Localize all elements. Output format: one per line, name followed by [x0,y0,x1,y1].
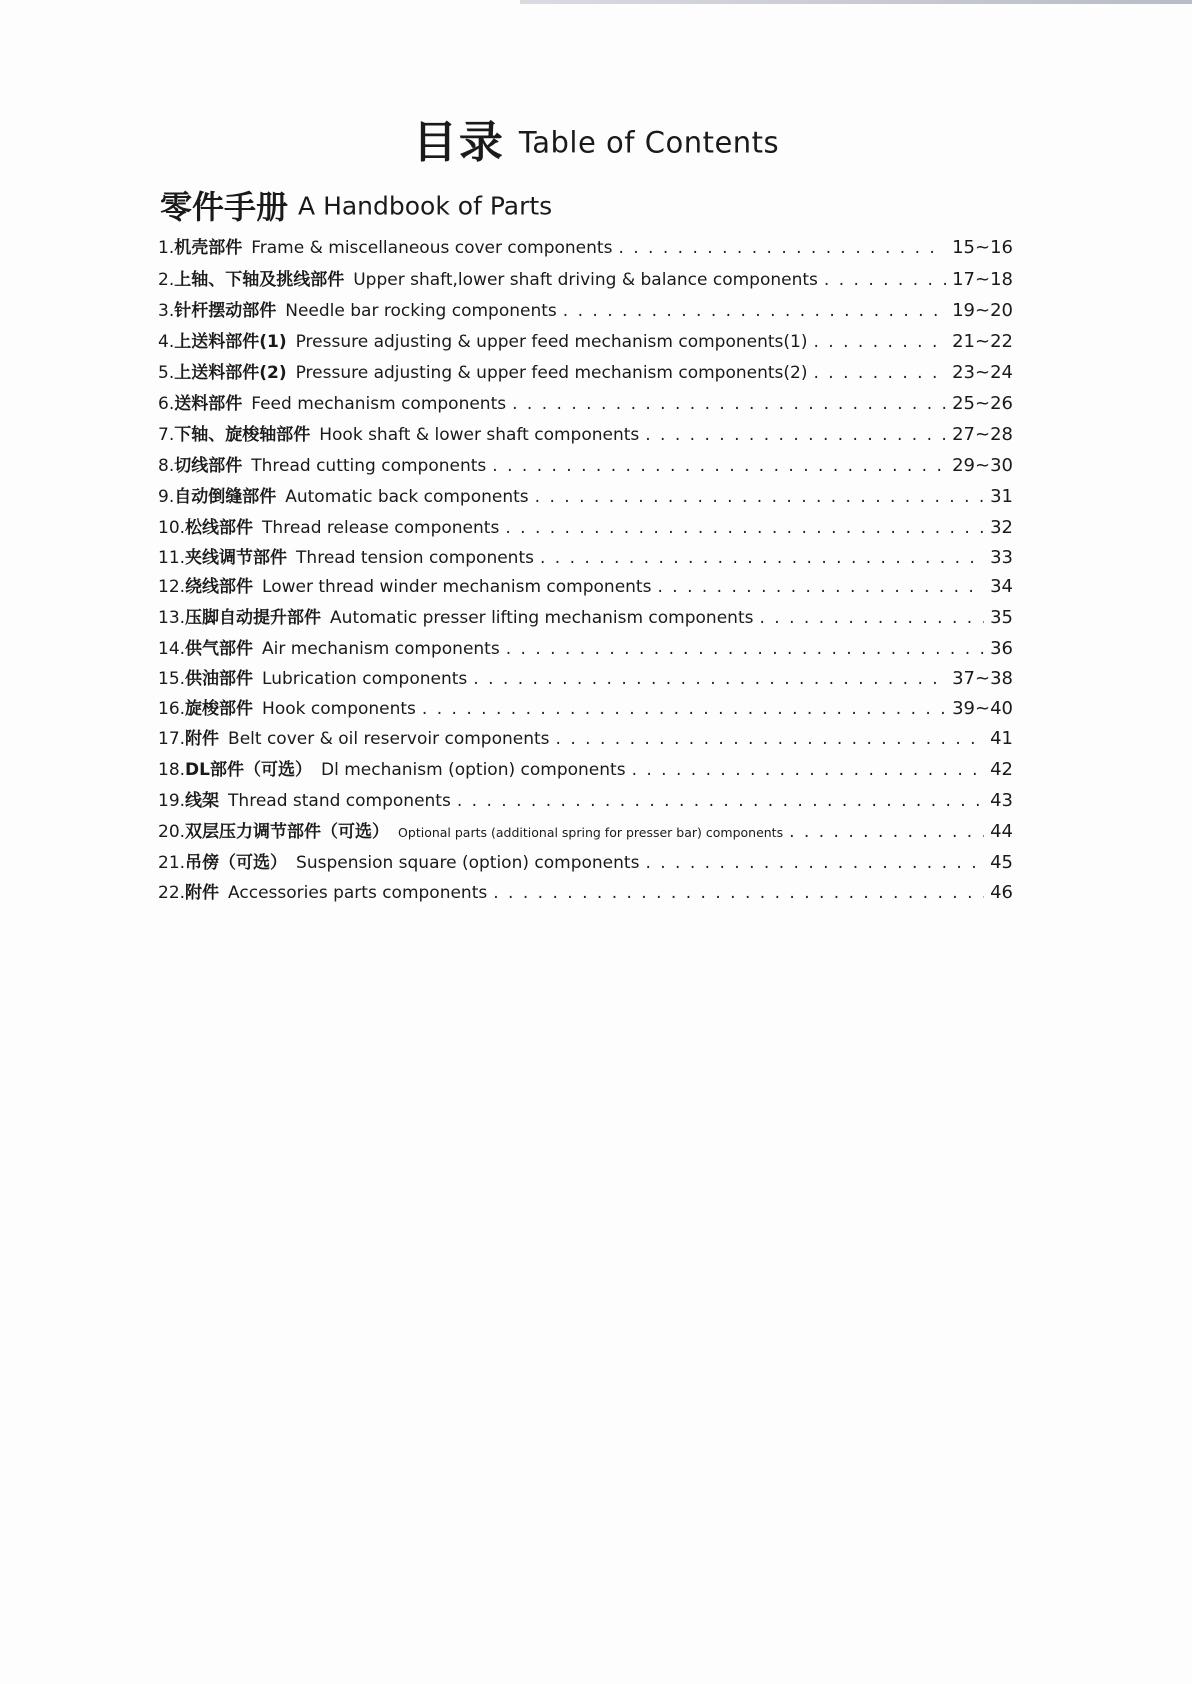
toc-entry-number: 12. [158,577,186,597]
dot-leader [505,513,984,543]
page-title-en: Table of Contents [518,125,780,160]
toc-entry[interactable] [158,755,1013,785]
toc-entry-title-zh: 机壳部件 [174,238,243,258]
toc-entry-number: 17. [158,729,186,749]
section-heading-zh: 零件手册 [160,187,289,226]
page-title [0,112,1192,173]
toc-entry[interactable] [158,544,1013,572]
toc-entry[interactable] [158,296,1013,326]
toc-entry-page: 29~30 [952,455,1013,476]
toc-entry-title-zh: 附件 [185,883,220,903]
toc-entry-number: 5. [158,363,175,383]
toc-entry-page: 25~26 [952,393,1013,414]
toc-entry-page: 23~24 [952,362,1013,383]
toc-entry-number: 15. [158,669,186,689]
toc-entry-title-en: Belt cover & oil reservoir components [228,729,550,749]
dot-leader [535,482,984,512]
toc-entry[interactable] [158,327,1013,357]
toc-entry-number: 14. [158,639,186,659]
toc-entry-page: 37~38 [952,668,1013,689]
toc-entry-title-zh: 上轴、下轴及挑线部件 [174,270,345,290]
toc-entry-number: 18. [158,760,186,780]
toc-entry-title-en: Dl mechanism (option) components [321,760,626,780]
toc-entry[interactable] [158,664,1013,694]
toc-entry-title-zh: 上送料部件(1) [174,332,287,352]
dot-leader [457,786,984,816]
section-heading-en: A Handbook of Parts [298,191,553,221]
dot-leader [824,265,946,295]
toc-entry-title-en: Hook shaft & lower shaft components [319,425,640,445]
toc-entry-page: 32 [990,517,1013,538]
toc-entry[interactable] [158,513,1013,543]
toc-entry-page: 33 [990,547,1013,568]
toc-entry-number: 3. [158,301,175,321]
dot-leader [657,572,984,602]
toc-entry[interactable] [158,817,1013,847]
toc-entry-title-zh: 供油部件 [185,669,254,689]
toc-entry-number: 11. [158,548,186,568]
toc-entry[interactable] [158,603,1013,633]
toc-entry-title-en: Pressure adjusting & upper feed mechanism components(1) [295,332,808,352]
dot-leader [813,327,946,357]
toc-entry-title-en: Air mechanism components [262,639,500,659]
toc-entry-title-zh: 附件 [185,729,220,749]
toc-entry[interactable] [158,482,1013,512]
dot-leader [556,724,985,754]
toc-entry-title-en: Optional parts (additional spring for presser bar) components [398,825,784,840]
toc-entry-page: 19~20 [952,300,1013,321]
toc-entry[interactable] [158,878,1013,908]
toc-entry-number: 13. [158,608,186,628]
toc-entry-title-en: Lubrication components [262,669,468,689]
toc-entry-title-en: Thread stand components [228,791,451,811]
toc-entry-title-en: Accessories parts components [228,883,488,903]
toc-entry-title-en: Suspension square (option) components [296,853,640,873]
toc-entry-page: 46 [990,882,1013,903]
toc-entry[interactable] [158,848,1013,878]
toc-entry-number: 20. [158,822,186,842]
dot-leader [422,694,946,724]
toc-entry[interactable] [158,634,1013,664]
toc-entry-title-en: Upper shaft,lower shaft driving & balance components [353,270,818,290]
dot-leader [512,389,946,419]
toc-entry-page: 31 [990,486,1013,507]
toc-entry-number: 22. [158,883,186,903]
dot-leader [473,664,946,694]
toc-entry-number: 16. [158,699,186,719]
top-edge-rule [520,0,1192,4]
dot-leader [493,878,984,908]
toc-entry-page: 45 [990,852,1013,873]
dot-leader [506,634,984,664]
toc-entry-title-en: Automatic back components [285,487,529,507]
toc-entry-number: 7. [158,425,175,445]
page-title-zh: 目录 [412,116,505,168]
toc-entry-page: 35 [990,607,1013,628]
toc-entry-title-en: Lower thread winder mechanism components [262,577,652,597]
toc-entry-number: 9. [158,487,175,507]
toc-entry[interactable] [158,451,1013,481]
toc-entry-title-en: Feed mechanism components [251,394,507,414]
toc-entry[interactable] [158,786,1013,816]
toc-entry-title-en: Pressure adjusting & upper feed mechanism components(2) [295,363,808,383]
toc-entry-title-zh: 吊傍（可选） [185,853,288,873]
toc-entry-title-zh: 上送料部件(2) [174,363,287,383]
dot-leader [813,358,946,388]
toc-entry-number: 21. [158,853,186,873]
toc-entry-number: 1. [158,238,175,258]
toc-entry[interactable] [158,572,1013,602]
toc-entry-title-zh: 双层压力调节部件（可选） [185,822,390,842]
toc-entry-page: 43 [990,790,1013,811]
toc-entry-page: 39~40 [952,698,1013,719]
toc-entry[interactable] [158,233,1013,263]
toc-entry[interactable] [158,420,1013,450]
toc-entry-page: 42 [990,759,1013,780]
toc-entry-page: 34 [990,576,1013,597]
toc-entry-title-en: Automatic presser lifting mechanism components [330,608,754,628]
toc-entry[interactable] [158,389,1013,419]
toc-entry-page: 17~18 [952,269,1013,290]
dot-leader [645,420,946,450]
toc-entry-title-en: Hook components [262,699,416,719]
dot-leader [540,544,984,572]
toc-entry-number: 2. [158,270,175,290]
dot-leader [618,233,946,263]
toc-entry[interactable] [158,724,1013,754]
toc-entry-title-en: Frame & miscellaneous cover components [251,238,613,258]
dot-leader [759,603,984,633]
dot-leader [645,848,984,878]
toc-entry-title-zh: 线架 [185,791,220,811]
toc-entry[interactable] [158,694,1013,724]
toc-entry-page: 44 [990,821,1013,842]
toc-entry-page: 41 [990,728,1013,749]
toc-entry-title-en: Thread tension components [296,548,534,568]
dot-leader [563,296,946,326]
dot-leader [789,817,984,847]
toc-entry-number: 19. [158,791,186,811]
toc-entry-title-zh: DL部件（可选） [185,760,312,780]
toc-entry-title-zh: 松线部件 [185,518,254,538]
toc-entry-page: 15~16 [952,237,1013,258]
toc-entry-page: 27~28 [952,424,1013,445]
toc-entry-title-zh: 切线部件 [174,456,243,476]
toc-entry-title-en: Thread cutting components [251,456,487,476]
toc-entry-title-zh: 供气部件 [185,639,254,659]
toc-entry-number: 4. [158,332,175,352]
toc-entry-title-zh: 自动倒缝部件 [174,487,277,507]
toc-entry-title-zh: 压脚自动提升部件 [185,608,322,628]
toc-entry[interactable] [158,265,1013,295]
dot-leader [632,755,985,785]
toc-entry-title-zh: 旋梭部件 [185,699,254,719]
toc-entry-title-zh: 针杆摆动部件 [174,301,277,321]
toc-entry-title-en: Needle bar rocking components [285,301,557,321]
toc-entry-title-zh: 夹线调节部件 [185,548,288,568]
toc-entry-page: 36 [990,638,1013,659]
toc-entry-page: 21~22 [952,331,1013,352]
toc-entry-title-zh: 绕线部件 [185,577,254,597]
toc-entry-title-en: Thread release components [262,518,500,538]
toc-entry-title-zh: 送料部件 [174,394,243,414]
section-heading [160,182,552,231]
toc-entry-title-zh: 下轴、旋梭轴部件 [174,425,311,445]
toc-entry-number: 6. [158,394,175,414]
toc-entry-number: 10. [158,518,186,538]
toc-entry-number: 8. [158,456,175,476]
toc-entry[interactable] [158,358,1013,388]
dot-leader [492,451,946,481]
